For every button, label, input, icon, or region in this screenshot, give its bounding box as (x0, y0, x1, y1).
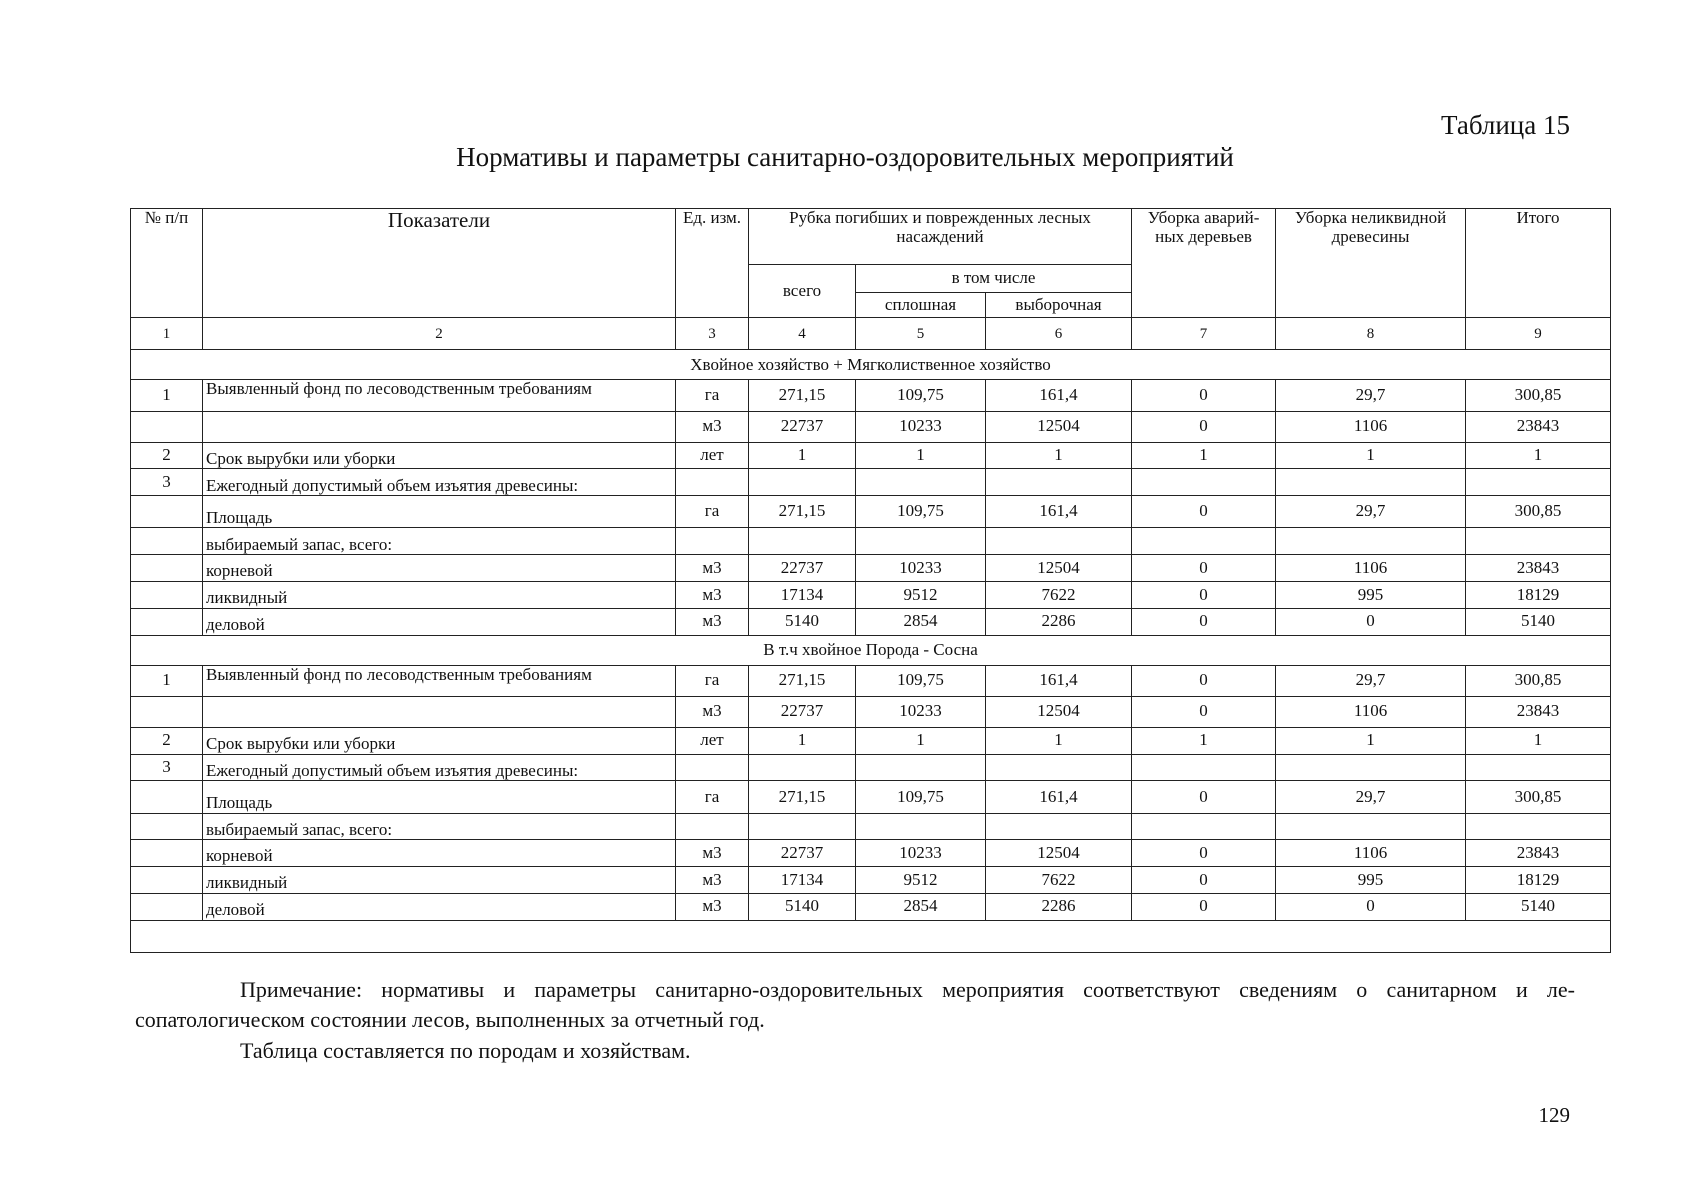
row-unit: лет (676, 727, 749, 754)
row-value: 161,4 (986, 496, 1132, 528)
row-value: 2854 (856, 608, 986, 635)
row-value: 161,4 (986, 380, 1132, 411)
row-indicator: Срок вырубки или уборки (203, 442, 676, 469)
row-value: 161,4 (986, 781, 1132, 813)
table-row (131, 469, 1611, 496)
header-itogo: Итого (1466, 209, 1611, 318)
col-number: 9 (1466, 318, 1611, 350)
row-value: 23843 (1466, 696, 1611, 727)
row-value: 109,75 (856, 781, 986, 813)
col-number: 7 (1132, 318, 1276, 350)
empty-cell (131, 920, 1611, 952)
row-indicator (203, 411, 676, 442)
norms-table (130, 208, 1611, 953)
row-value: 29,7 (1276, 380, 1466, 411)
table-row (131, 813, 1611, 840)
row-indicator: деловой (203, 608, 676, 635)
row-number: 3 (131, 754, 203, 781)
header-num: № п/п (131, 209, 203, 318)
row-value: 7622 (986, 867, 1132, 894)
row-value: 300,85 (1466, 665, 1611, 696)
table-row (131, 867, 1611, 894)
row-value: 1 (1276, 442, 1466, 469)
row-value: 1 (1466, 442, 1611, 469)
row-value: 22737 (749, 696, 856, 727)
header-felling: Рубка погибших и поврежденных лесных насаждений (749, 209, 1132, 265)
row-value: 109,75 (856, 665, 986, 696)
row-value: 1 (1132, 727, 1276, 754)
col-number: 5 (856, 318, 986, 350)
row-unit: м3 (676, 840, 749, 867)
row-indicator (203, 696, 676, 727)
row-indicator: Выявленный фонд по лесоводственным требованиям (203, 380, 676, 411)
row-indicator: Выявленный фонд по лесоводственным требованиям (203, 665, 676, 696)
row-unit: га (676, 496, 749, 528)
row-unit: м3 (676, 608, 749, 635)
row-number (131, 555, 203, 582)
row-value: 0 (1132, 665, 1276, 696)
row-unit: га (676, 781, 749, 813)
row-number: 1 (131, 665, 203, 696)
row-number (131, 496, 203, 528)
row-value (1132, 813, 1276, 840)
row-value (749, 754, 856, 781)
row-value: 29,7 (1276, 496, 1466, 528)
document-title-text: Нормативы и параметры санитарно-оздоровительных мероприятий (456, 142, 1234, 172)
header-indicators: Показатели (203, 209, 676, 318)
row-number (131, 867, 203, 894)
section-title-row (131, 635, 1611, 665)
row-indicator: корневой (203, 555, 676, 582)
row-value: 10233 (856, 555, 986, 582)
table-body (131, 209, 1611, 953)
row-value (1132, 528, 1276, 555)
row-number: 2 (131, 727, 203, 754)
row-value: 0 (1132, 581, 1276, 608)
header-unit: Ед. изм. (676, 209, 749, 318)
row-value (856, 813, 986, 840)
row-value (749, 528, 856, 555)
row-value: 1 (856, 727, 986, 754)
row-indicator: ликвидный (203, 581, 676, 608)
row-value (1466, 754, 1611, 781)
row-number: 3 (131, 469, 203, 496)
row-value: 271,15 (749, 496, 856, 528)
row-number (131, 581, 203, 608)
page-number: 129 (1538, 1103, 1570, 1127)
row-indicator: деловой (203, 893, 676, 920)
table-row (131, 528, 1611, 555)
table-row (131, 727, 1611, 754)
row-unit: м3 (676, 411, 749, 442)
row-value (986, 469, 1132, 496)
table-row (131, 581, 1611, 608)
row-value: 10233 (856, 840, 986, 867)
row-value: 22737 (749, 411, 856, 442)
row-unit: м3 (676, 696, 749, 727)
row-number (131, 608, 203, 635)
row-indicator: Срок вырубки или уборки (203, 727, 676, 754)
row-value (986, 813, 1132, 840)
header-selective: выборочная (986, 292, 1132, 318)
row-value: 0 (1132, 840, 1276, 867)
row-value: 29,7 (1276, 781, 1466, 813)
col-number: 8 (1276, 318, 1466, 350)
row-number (131, 893, 203, 920)
row-value: 0 (1132, 380, 1276, 411)
row-number (131, 781, 203, 813)
col-number: 3 (676, 318, 749, 350)
row-value: 5140 (749, 608, 856, 635)
row-value (749, 813, 856, 840)
table-row (131, 781, 1611, 813)
row-value: 300,85 (1466, 496, 1611, 528)
row-value: 9512 (856, 581, 986, 608)
row-number (131, 840, 203, 867)
row-value: 995 (1276, 867, 1466, 894)
row-value: 23843 (1466, 555, 1611, 582)
row-value: 271,15 (749, 665, 856, 696)
row-value: 17134 (749, 581, 856, 608)
table-row (131, 840, 1611, 867)
row-value: 0 (1132, 608, 1276, 635)
row-value: 271,15 (749, 380, 856, 411)
row-value: 5140 (1466, 893, 1611, 920)
row-unit: лет (676, 442, 749, 469)
row-indicator: ликвидный (203, 867, 676, 894)
row-value: 300,85 (1466, 380, 1611, 411)
row-indicator: выбираемый запас, всего: (203, 528, 676, 555)
row-value (1466, 813, 1611, 840)
row-value: 18129 (1466, 867, 1611, 894)
table-row (131, 893, 1611, 920)
row-value: 2854 (856, 893, 986, 920)
row-value (749, 469, 856, 496)
row-indicator: Площадь (203, 781, 676, 813)
table-row (131, 496, 1611, 528)
table-row (131, 608, 1611, 635)
row-value: 1 (749, 727, 856, 754)
row-value: 22737 (749, 555, 856, 582)
row-value: 0 (1132, 696, 1276, 727)
row-unit (676, 528, 749, 555)
row-value: 29,7 (1276, 665, 1466, 696)
row-unit (676, 813, 749, 840)
table-row (131, 555, 1611, 582)
row-value: 0 (1132, 555, 1276, 582)
row-value: 12504 (986, 696, 1132, 727)
row-value: 1106 (1276, 411, 1466, 442)
row-indicator: Ежегодный допустимый объем изъятия древесины: (203, 469, 676, 496)
row-value: 12504 (986, 840, 1132, 867)
row-value: 1 (856, 442, 986, 469)
row-number: 1 (131, 380, 203, 411)
note (135, 975, 1575, 1066)
header-illiquid: Уборка неликвидной древесины (1276, 209, 1466, 318)
row-value: 161,4 (986, 665, 1132, 696)
row-value: 2286 (986, 608, 1132, 635)
row-value: 0 (1132, 893, 1276, 920)
row-value: 109,75 (856, 496, 986, 528)
row-value: 5140 (1466, 608, 1611, 635)
row-value: 1106 (1276, 696, 1466, 727)
header-solid: сплошная (856, 292, 986, 318)
table-row (131, 442, 1611, 469)
row-value: 1 (986, 442, 1132, 469)
row-value (1276, 813, 1466, 840)
document-title (0, 142, 1440, 173)
note-paragraph: Примечание: нормативы и параметры санитарно-оздоровительных мероприятия соответствуют сведениям о санитарном и ле-сопатологическом состоянии лесов, выполненных за отчетный год. (135, 977, 1575, 1033)
row-value: 1106 (1276, 840, 1466, 867)
column-number-row (131, 318, 1611, 350)
row-unit: м3 (676, 867, 749, 894)
header-row-1 (131, 209, 1611, 265)
row-value: 109,75 (856, 380, 986, 411)
row-value: 9512 (856, 867, 986, 894)
row-value: 2286 (986, 893, 1132, 920)
row-value: 23843 (1466, 840, 1611, 867)
section-title-row (131, 350, 1611, 380)
row-value: 23843 (1466, 411, 1611, 442)
row-value: 12504 (986, 555, 1132, 582)
row-value (1466, 528, 1611, 555)
row-value: 1 (1466, 727, 1611, 754)
header-emergency: Уборка аварий-ных деревьев (1132, 209, 1276, 318)
row-value (1132, 754, 1276, 781)
col-number: 1 (131, 318, 203, 350)
col-number: 4 (749, 318, 856, 350)
row-number (131, 813, 203, 840)
row-value: 0 (1132, 781, 1276, 813)
row-unit: м3 (676, 555, 749, 582)
note-paragraph: Таблица составляется по породам и хозяйствам. (240, 1037, 691, 1063)
row-indicator: выбираемый запас, всего: (203, 813, 676, 840)
row-value (856, 528, 986, 555)
row-value: 0 (1132, 867, 1276, 894)
col-number: 6 (986, 318, 1132, 350)
row-value: 995 (1276, 581, 1466, 608)
row-value (1466, 469, 1611, 496)
row-indicator: Ежегодный допустимый объем изъятия древесины: (203, 754, 676, 781)
row-value: 7622 (986, 581, 1132, 608)
row-unit: м3 (676, 581, 749, 608)
section-title: Хвойное хозяйство + Мягколиственное хозяйство (131, 350, 1611, 380)
header-total-sub: всего (749, 264, 856, 318)
row-value: 12504 (986, 411, 1132, 442)
row-value (856, 469, 986, 496)
table-row (131, 411, 1611, 442)
table-row (131, 754, 1611, 781)
row-number (131, 528, 203, 555)
row-value: 1106 (1276, 555, 1466, 582)
row-value: 1 (986, 727, 1132, 754)
row-indicator: Площадь (203, 496, 676, 528)
row-value: 0 (1132, 411, 1276, 442)
row-value: 1 (749, 442, 856, 469)
row-value: 1 (1276, 727, 1466, 754)
row-unit: га (676, 665, 749, 696)
row-value (1276, 528, 1466, 555)
row-number: 2 (131, 442, 203, 469)
row-value: 17134 (749, 867, 856, 894)
table-row (131, 696, 1611, 727)
row-value (1132, 469, 1276, 496)
col-number: 2 (203, 318, 676, 350)
row-unit: м3 (676, 893, 749, 920)
row-value: 10233 (856, 411, 986, 442)
row-value: 0 (1276, 608, 1466, 635)
row-value: 1 (1132, 442, 1276, 469)
row-value: 300,85 (1466, 781, 1611, 813)
empty-row (131, 920, 1611, 952)
row-value (986, 528, 1132, 555)
row-value: 22737 (749, 840, 856, 867)
row-value (1276, 754, 1466, 781)
row-value: 271,15 (749, 781, 856, 813)
row-number (131, 411, 203, 442)
table-number: Таблица 15 (1441, 110, 1570, 140)
table-row (131, 665, 1611, 696)
row-value: 5140 (749, 893, 856, 920)
row-value: 0 (1132, 496, 1276, 528)
table-row (131, 380, 1611, 411)
row-number (131, 696, 203, 727)
row-value (986, 754, 1132, 781)
row-value (856, 754, 986, 781)
row-value: 10233 (856, 696, 986, 727)
row-unit (676, 469, 749, 496)
row-indicator: корневой (203, 840, 676, 867)
row-value: 18129 (1466, 581, 1611, 608)
row-unit: га (676, 380, 749, 411)
header-incl: в том числе (856, 264, 1132, 292)
row-unit (676, 754, 749, 781)
section-title: В т.ч хвойное Порода - Сосна (131, 635, 1611, 665)
row-value (1276, 469, 1466, 496)
row-value: 0 (1276, 893, 1466, 920)
